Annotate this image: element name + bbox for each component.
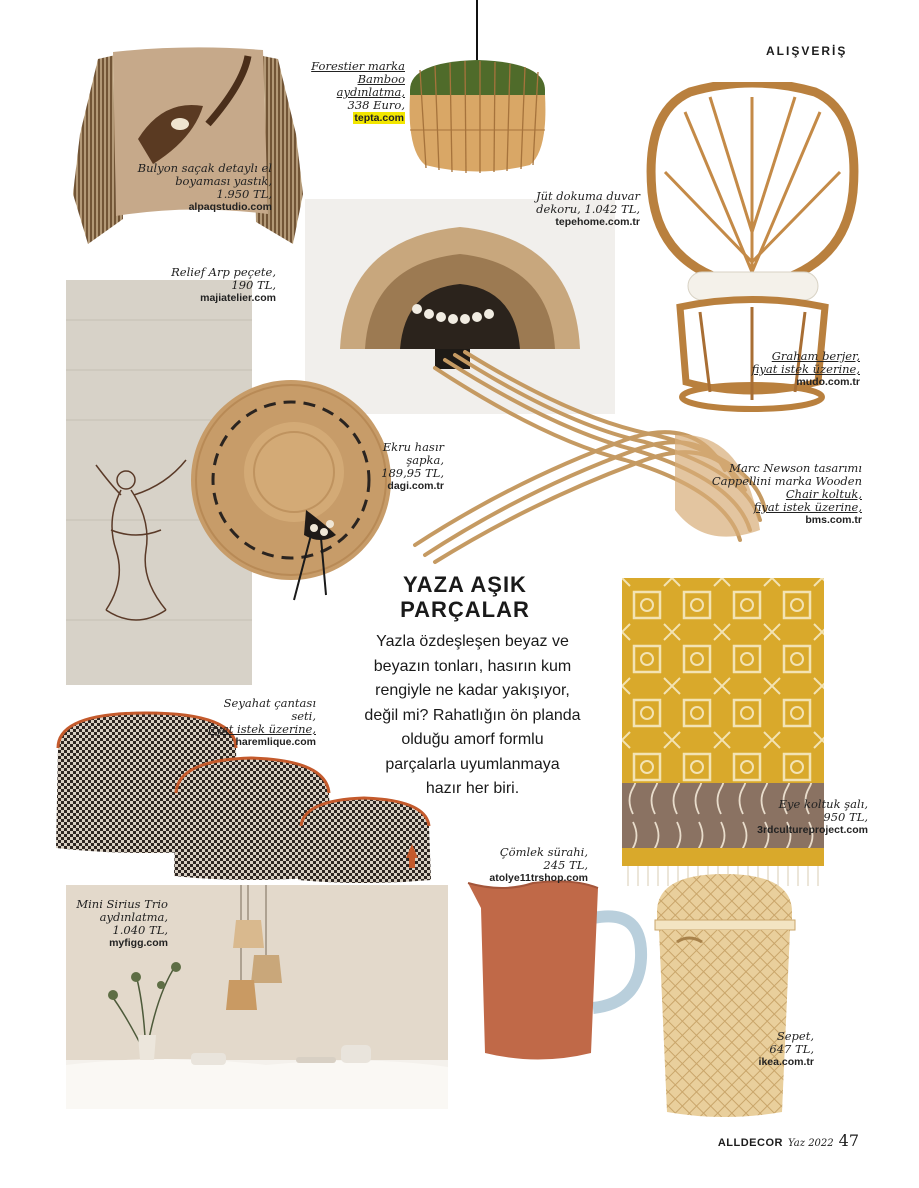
wall-decor-caption [520, 190, 640, 229]
bags-name-line2: seti, [291, 709, 316, 723]
shawl-caption [740, 798, 868, 837]
intro-line-1: Yazla özdeşleşen beyaz ve [376, 633, 569, 650]
napkin-price: 190 TL, [231, 278, 276, 292]
pitcher-price: 245 TL, [543, 858, 588, 872]
wooden-chair-site[interactable]: bms.com.tr [805, 514, 862, 526]
footer-issue: Yaz 2022 [787, 1138, 834, 1149]
headline [370, 572, 560, 622]
pitcher-name: Çömlek sürahi, [499, 845, 588, 859]
napkin-caption [170, 266, 276, 305]
shawl-price: 950 TL, [823, 810, 868, 824]
lamp-price: 338 Euro, [347, 98, 405, 112]
headline-line1: YAZA AŞIK [403, 572, 527, 597]
pillow-name-line2: boyaması yastık, [175, 174, 272, 188]
lamp-caption [310, 60, 405, 125]
pitcher-site[interactable]: atolye11trshop.com [489, 872, 588, 884]
headline-line2: PARÇALAR [400, 597, 530, 622]
bamboo-lamp-image [390, 0, 565, 178]
pendant-name-line1: Mini Sirius Trio [76, 897, 168, 911]
pillow-caption [106, 162, 272, 214]
lamp-name-line1: Forestier marka [311, 59, 405, 73]
pendant-caption [62, 898, 168, 950]
footer-brand: ALLDECOR [717, 1137, 783, 1149]
wall-decor-name: Jüt dokuma duvar [536, 189, 640, 203]
shawl-site[interactable]: 3rdcultureproject.com [757, 824, 868, 836]
intro-line-5: olduğu amorf formlu [401, 731, 544, 748]
pitcher-caption [478, 846, 588, 885]
basket-caption [730, 1030, 814, 1069]
pitcher-image [463, 878, 648, 1068]
wall-decor-site[interactable]: tepehome.com.tr [555, 216, 640, 228]
shawl-image [622, 578, 824, 888]
bags-price: fiyat istek üzerine, [207, 722, 316, 736]
basket-price: 647 TL, [769, 1042, 814, 1056]
napkin-site[interactable]: majiatelier.com [200, 292, 276, 304]
wooden-chair-image [405, 340, 770, 565]
intro-line-6: parçalarla uyumlanmaya [385, 755, 560, 773]
chair-site[interactable]: mudo.com.tr [796, 376, 860, 388]
hat-name: Ekru hasır şapka, [382, 440, 444, 467]
lamp-name-line2: Bamboo aydınlatma, [336, 72, 405, 99]
bags-caption [200, 697, 316, 749]
wooden-chair-name-line3: Chair koltuk, [785, 487, 862, 501]
bags-name-line1: Seyahat çantası [223, 696, 316, 710]
wooden-chair-caption [700, 462, 862, 527]
section-label: ALIŞVERİŞ [766, 44, 848, 58]
wooden-chair-price: fiyat istek üzerine, [753, 500, 862, 514]
pillow-site[interactable]: alpaqstudio.com [188, 201, 272, 213]
intro-line-4: değil mi? Rahatlığın ön planda [364, 706, 581, 724]
bags-site[interactable]: haremlique.com [235, 736, 316, 748]
lamp-site[interactable]: tepta.com [354, 112, 404, 124]
pendant-price: 1.040 TL, [112, 923, 168, 937]
pillow-image [68, 44, 308, 249]
pendant-site[interactable]: myfigg.com [109, 937, 168, 949]
page-number: 47 [838, 1131, 859, 1150]
hat-price: 189,95 TL, [381, 466, 444, 480]
wooden-chair-name-line1: Marc Newson tasarımı [729, 461, 862, 475]
hat-site[interactable]: dagi.com.tr [387, 480, 444, 492]
wooden-chair-name-line2: Cappellini marka Wooden [711, 474, 862, 488]
intro-line-7: hazır her biri. [425, 780, 520, 797]
basket-name: Sepet, [776, 1029, 814, 1043]
napkin-name: Relief Arp peçete, [171, 265, 276, 279]
pendant-name-line2: aydınlatma, [99, 910, 168, 924]
intro-line-3: rengiyle ne kadar yakışıyor, [375, 682, 570, 699]
wall-decor-price: dekoru, 1.042 TL, [536, 202, 640, 216]
pillow-price: 1.950 TL, [216, 187, 272, 201]
page-footer [718, 1131, 859, 1150]
shawl-name: Eye koltuk şalı, [778, 797, 868, 811]
intro-line-2: beyazın tonları, hasırın kum [373, 657, 572, 675]
hat-caption [360, 441, 444, 493]
chair-price: fiyat istek üzerine, [751, 362, 860, 376]
pillow-name-line1: Bulyon saçak detaylı el [137, 161, 272, 175]
chair-name: Graham berjer, [771, 349, 860, 363]
basket-image [647, 872, 802, 1122]
basket-site[interactable]: ikea.com.tr [758, 1056, 814, 1068]
